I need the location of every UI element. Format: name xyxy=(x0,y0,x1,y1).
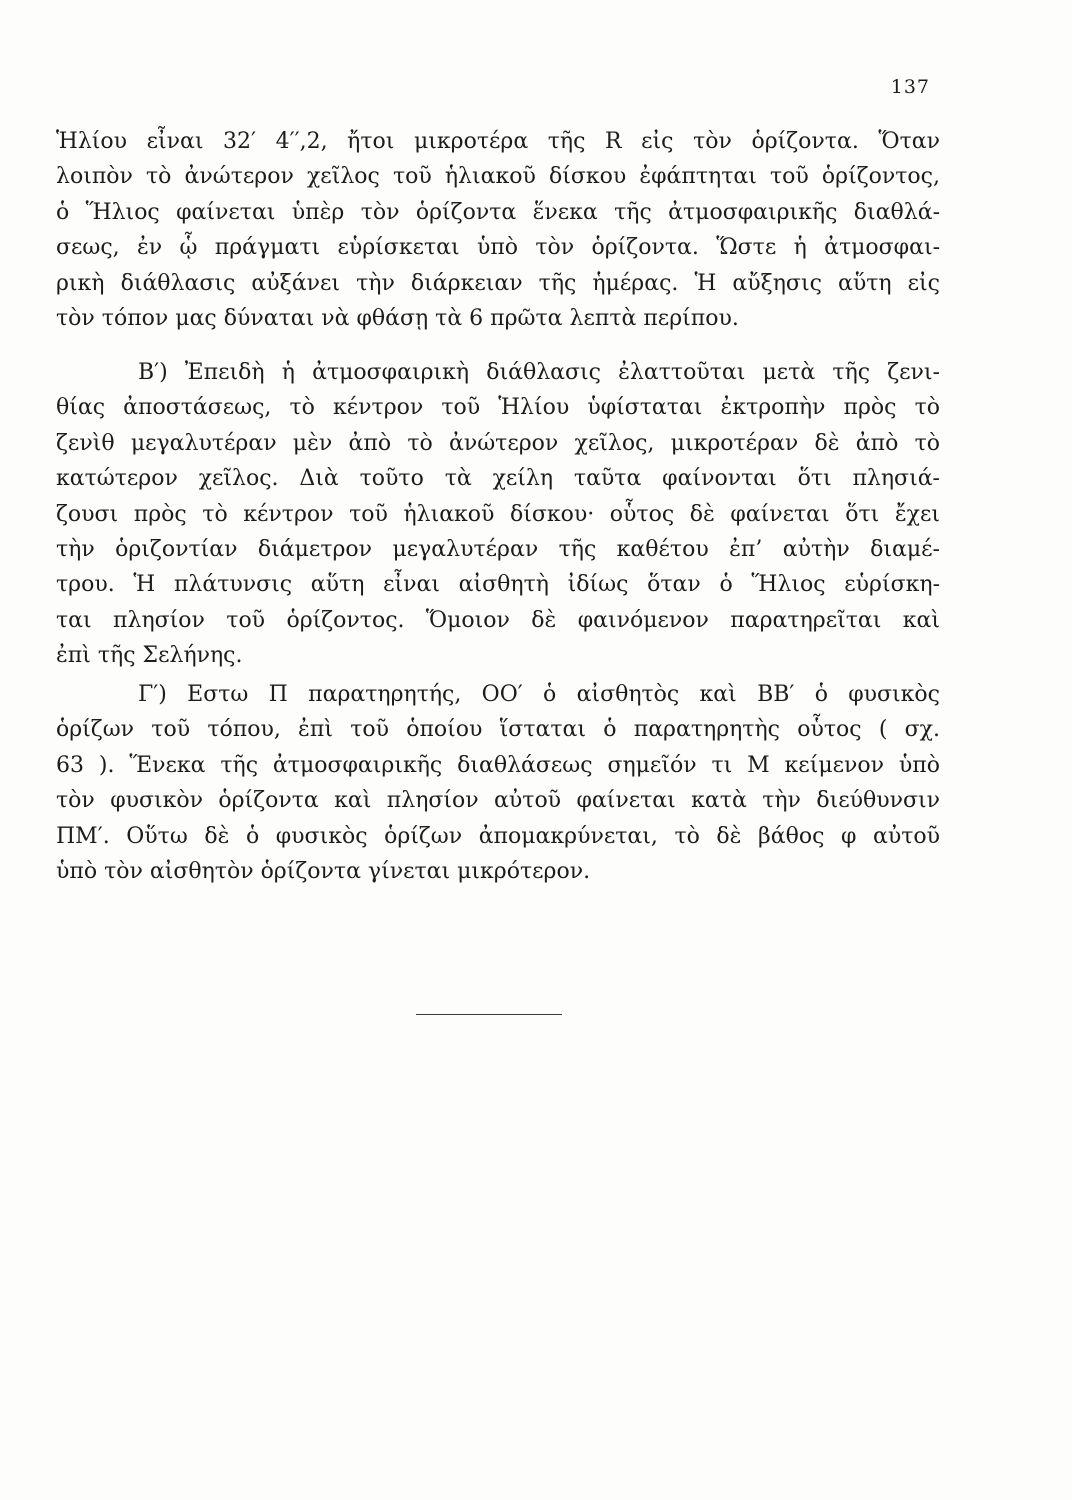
paragraph-3 xyxy=(56,677,940,889)
text-line: ἐπὶ τῆς Σελήνης. xyxy=(56,643,243,669)
text-line: σεως, ἐν ᾧ πράγματι εὑρίσκεται ὑπὸ τὸν ὁρίζοντα. Ὥστε ἡ ἀτμοσφαι- xyxy=(56,235,940,261)
section-divider xyxy=(416,1014,562,1015)
page-number: 137 xyxy=(890,76,930,98)
text-line: λοιπὸν τὸ ἀνώτερον χεῖλος τοῦ ἡλιακοῦ δίσκου ἐφάπτηται τοῦ ὁρίζοντος, xyxy=(56,164,940,190)
paragraph-2 xyxy=(56,355,940,674)
text-line: ὁρίζων τοῦ τόπου, ἐπὶ τοῦ ὁποίου ἵσταται ὁ παρατηρητὴς οὗτος ( σχ. xyxy=(56,717,940,743)
text-line: ται πλησίον τοῦ ὁρίζοντος. Ὅμοιον δὲ φαινόμενον παρατηρεῖται καὶ xyxy=(56,607,940,633)
text-line: 63 ). Ἕνεκα τῆς ἀτμοσφαιρικῆς διαθλάσεως σημεῖόν τι Μ κείμενον ὑπὸ xyxy=(56,752,940,778)
text-line: ζουσι πρὸς τὸ κέντρον τοῦ ἡλιακοῦ δίσκου· οὗτος δὲ φαίνεται ὅτι ἔχει xyxy=(56,501,940,527)
text-line: ρικὴ διάθλασις αὐξάνει τὴν διάρκειαν τῆς ἡμέρας. Ἡ αὔξησις αὕτη εἰς xyxy=(56,270,940,296)
text-line: Ἡλίου εἶναι 32′ 4′′,2, ἤτοι μικροτέρα τῆς R εἰς τὸν ὁρίζοντα. Ὅταν xyxy=(56,129,940,154)
text-line: τὴν ὁριζοντίαν διάμετρον μεγαλυτέραν τῆς καθέτου ἐπ’ αὐτὴν διαμέ- xyxy=(56,536,940,562)
text-line: ὁ Ἥλιος φαίνεται ὑπὲρ τὸν ὁρίζοντα ἕνεκα τῆς ἀτμοσφαιρικῆς διαθλά- xyxy=(56,199,940,225)
text-line: τρου. Ἡ πλάτυνσις αὕτη εἶναι αἰσθητὴ ἰδίως ὅταν ὁ Ἥλιος εὑρίσκη- xyxy=(56,572,940,598)
text-line: κατώτερον χεῖλος. Διὰ τοῦτο τὰ χείλη ταῦτα φαίνονται ὅτι πλησιά- xyxy=(56,466,940,492)
text-line: τὸν φυσικὸν ὁρίζοντα καὶ πλησίον αὐτοῦ φαίνεται κατὰ τὴν διεύθυνσιν xyxy=(56,788,940,814)
text-line: ΠΜ′. Οὕτω δὲ ὁ φυσικὸς ὁρίζων ἀπομακρύνεται, τὸ δὲ βάθος φ αὐτοῦ xyxy=(56,823,940,849)
paragraph-1 xyxy=(56,124,940,336)
text-line: τὸν τόπον μας δύναται νὰ φθάσῃ τὰ 6 πρῶτα λεπτὰ περίπου. xyxy=(56,305,739,331)
text-line: Β′) Ἐπειδὴ ἡ ἀτμοσφαιρικὴ διάθλασις ἐλαττοῦται μετὰ τῆς ζενι- xyxy=(138,360,940,385)
text-line: θίας ἀποστάσεως, τὸ κέντρον τοῦ Ἡλίου ὑφίσταται ἐκτροπὴν πρὸς τὸ xyxy=(56,395,940,421)
text-line: ὑπὸ τὸν αἰσθητὸν ὁρίζοντα γίνεται μικρότερον. xyxy=(56,858,591,884)
text-line: ζενὶθ μεγαλυτέραν μὲν ἀπὸ τὸ ἀνώτερον χεῖλος, μικροτέραν δὲ ἀπὸ τὸ xyxy=(56,430,940,456)
text-line: Γ′) Εστω Π παρατηρητής, ΟΟ′ ὁ αἰσθητὸς καὶ ΒΒ′ ὁ φυσικὸς xyxy=(138,682,940,707)
